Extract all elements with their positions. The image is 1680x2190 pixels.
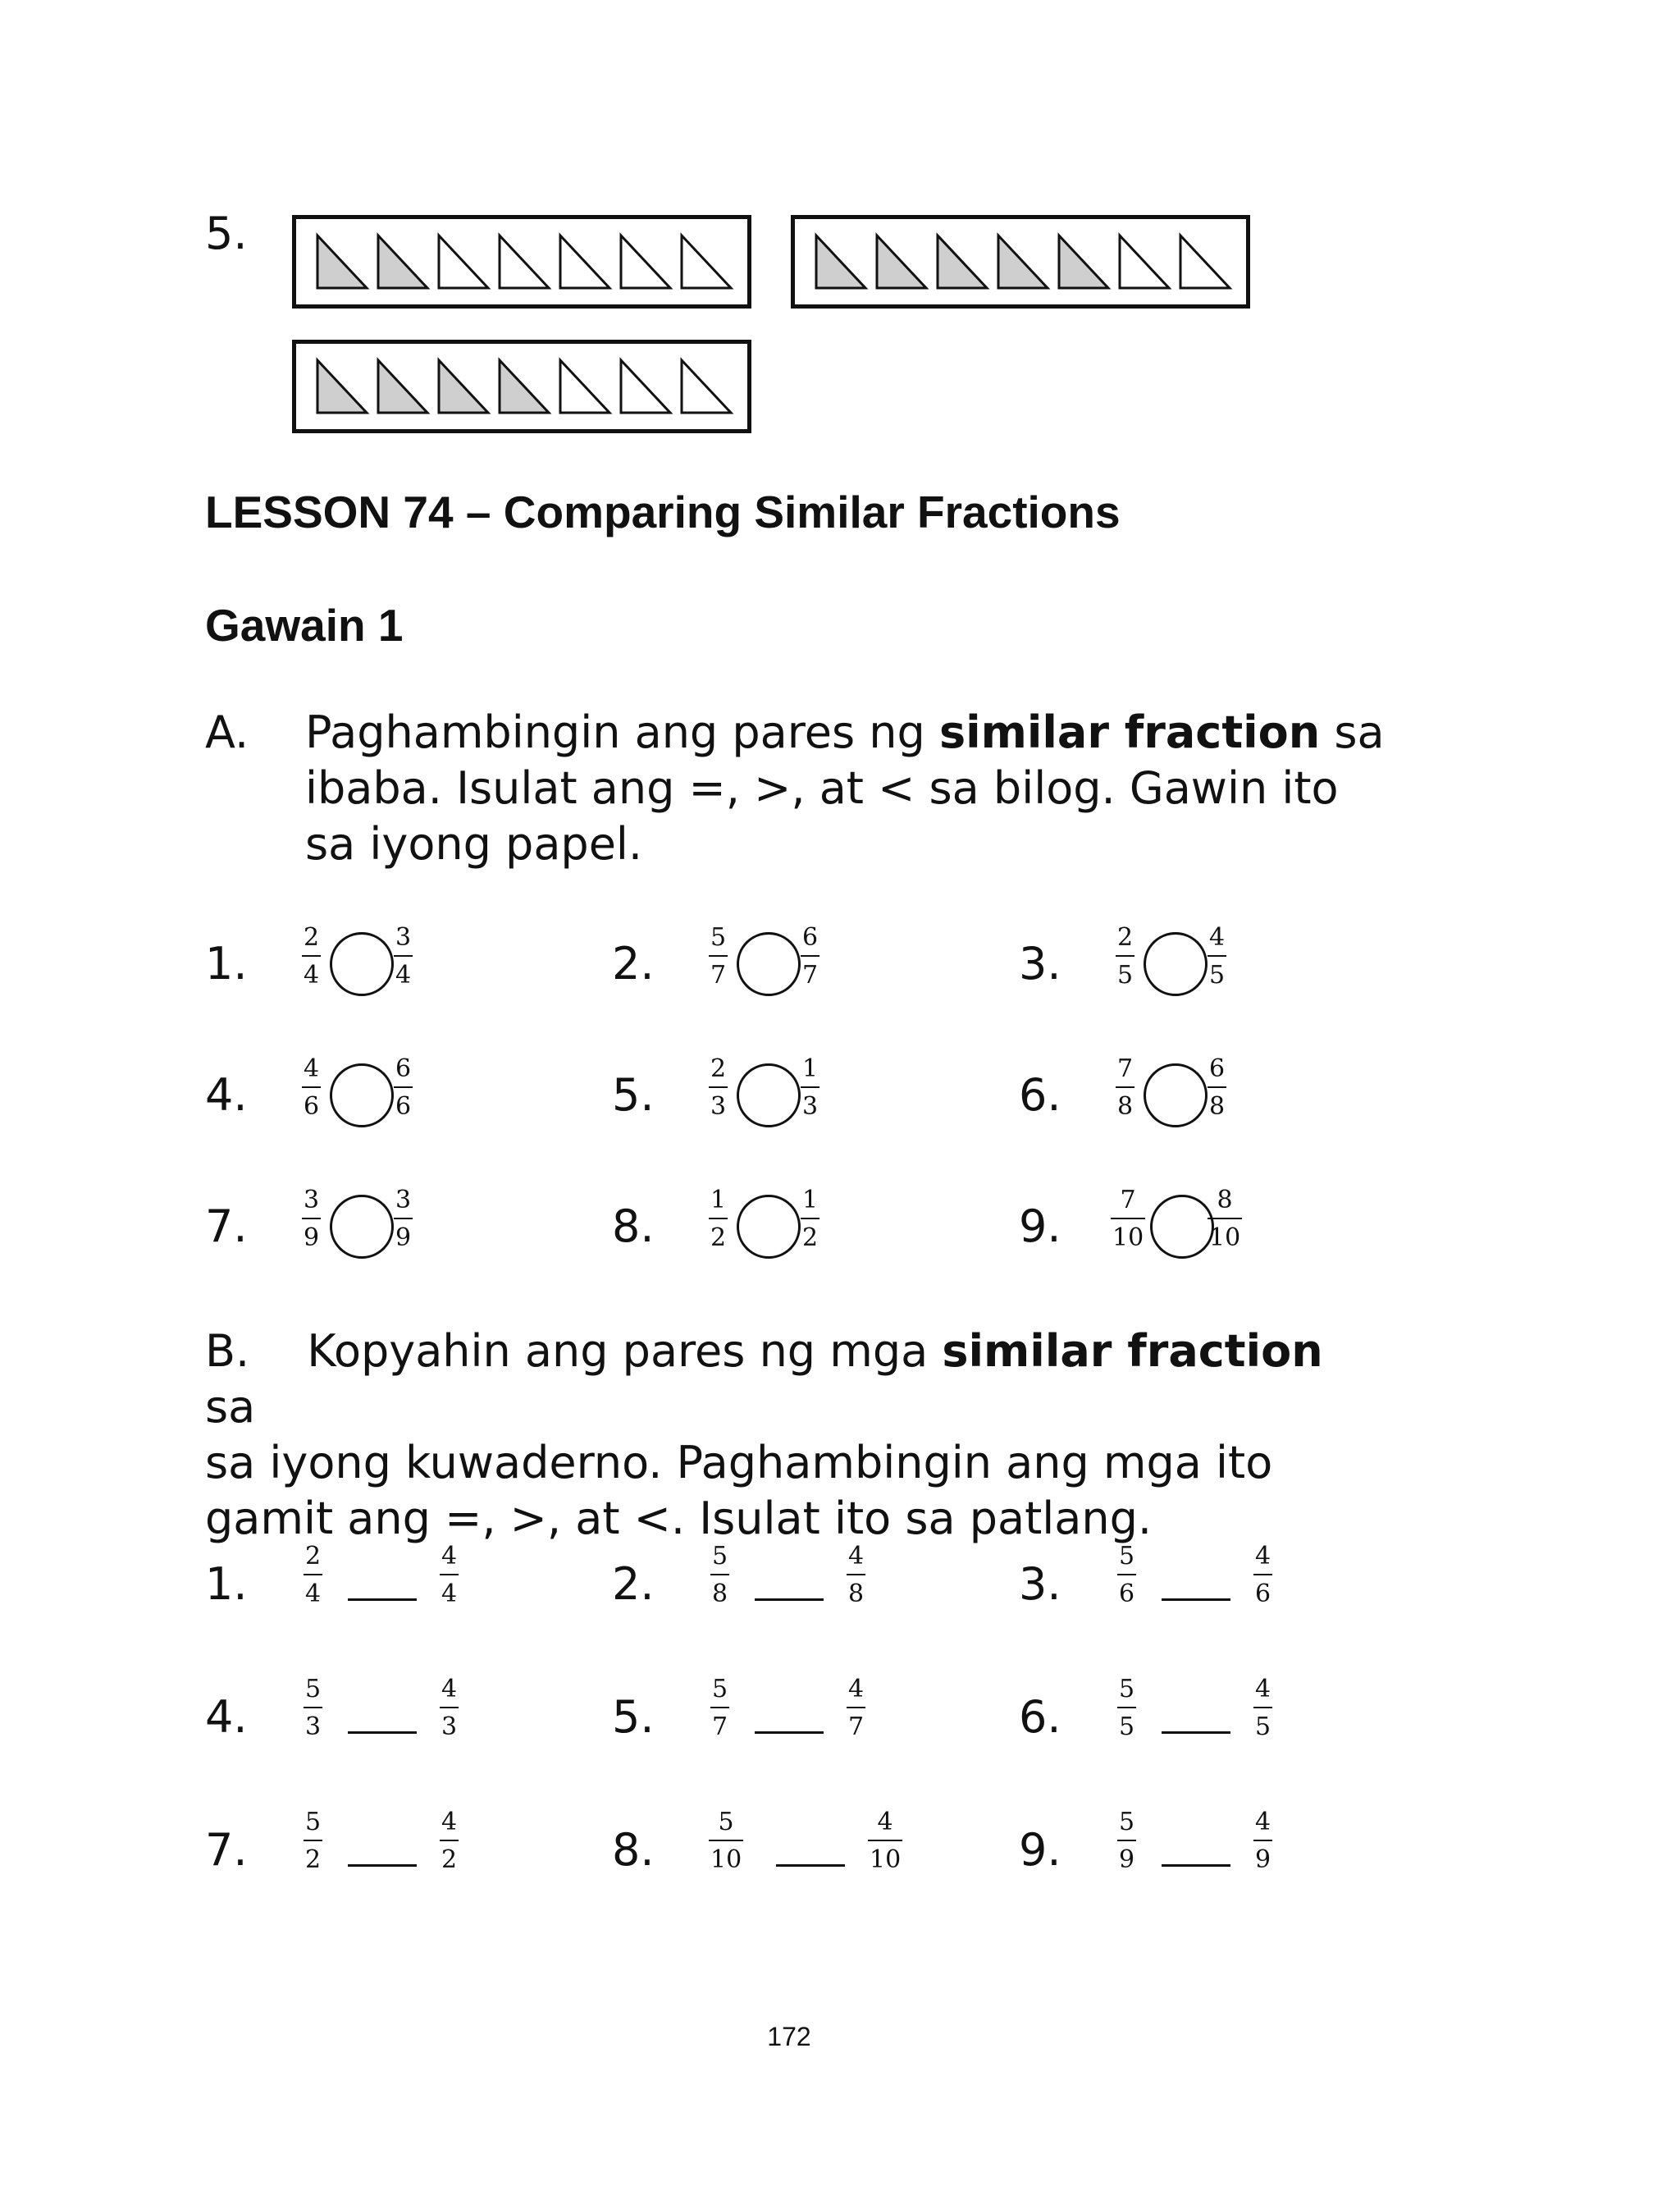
numerator: 6 — [395, 1054, 412, 1083]
numerator: 3 — [395, 923, 412, 952]
fraction-bar — [440, 1574, 459, 1575]
section-a-instructions — [305, 705, 1454, 872]
fraction-bar — [394, 1218, 413, 1219]
section-a-bold-term: similar fraction — [938, 706, 1321, 758]
fraction-bar — [801, 1218, 819, 1219]
answer-blank[interactable] — [348, 1598, 417, 1601]
denominator: 8 — [848, 1580, 865, 1608]
fraction-bar — [394, 1086, 413, 1088]
fraction-bar — [710, 1574, 729, 1575]
fraction-bar — [1117, 1840, 1136, 1841]
numerator: 4 — [848, 1675, 865, 1703]
section-a-text-after: sa — [1320, 706, 1385, 758]
fraction-left — [304, 1810, 322, 1872]
item-number: 2. — [612, 938, 655, 990]
fraction-right — [1253, 1677, 1272, 1740]
fraction-right — [801, 1188, 819, 1250]
denominator: 7 — [802, 961, 819, 990]
denominator: 2 — [802, 1223, 819, 1252]
fraction-left — [1116, 923, 1134, 990]
denominator: 5 — [1117, 961, 1134, 990]
numerator: 6 — [1209, 1054, 1226, 1083]
fraction-right — [1208, 1054, 1226, 1121]
numerator: 5 — [1119, 1675, 1135, 1703]
denominator: 6 — [1119, 1580, 1135, 1608]
fraction-left — [302, 1054, 321, 1121]
numerator: 1 — [802, 1054, 819, 1083]
shaded-triangle — [378, 235, 427, 288]
denominator: 10 — [870, 1845, 902, 1874]
unshaded-triangle — [560, 235, 609, 288]
lesson-title: LESSON 74 – Comparing Similar Fractions — [205, 487, 1121, 537]
numerator: 2 — [304, 923, 320, 952]
fraction-left — [709, 1188, 728, 1250]
top-item-number: 5. — [205, 208, 248, 259]
numerator: 8 — [1217, 1186, 1233, 1214]
fraction-right — [1253, 1810, 1272, 1872]
denominator: 4 — [395, 961, 412, 990]
fraction-bar — [1208, 1086, 1226, 1088]
item-number: 9. — [1019, 1200, 1061, 1252]
triangle-set-3 — [296, 344, 747, 429]
numerator: 7 — [1120, 1186, 1136, 1214]
fraction-right — [801, 923, 819, 990]
denominator: 2 — [441, 1845, 458, 1874]
fraction-left — [1117, 1677, 1136, 1740]
denominator: 10 — [710, 1845, 742, 1874]
fraction-bar — [847, 1707, 865, 1708]
answer-circle[interactable] — [330, 932, 394, 996]
numerator: 5 — [712, 1542, 728, 1570]
item-number: 1. — [205, 1558, 248, 1610]
fraction-right — [394, 1188, 413, 1250]
numerator: 7 — [1117, 1054, 1134, 1083]
denominator: 9 — [1255, 1845, 1271, 1874]
numerator: 4 — [441, 1542, 458, 1570]
fraction-bar — [302, 1218, 321, 1219]
fraction-left — [1117, 1544, 1136, 1607]
shaded-triangle — [500, 360, 549, 413]
fraction-left — [1116, 1054, 1134, 1121]
denominator: 2 — [305, 1845, 322, 1874]
triangle-box-3 — [292, 340, 751, 433]
triangle-box-2 — [791, 215, 1250, 309]
numerator: 5 — [305, 1808, 322, 1836]
fraction-left — [304, 1544, 322, 1607]
triangle-box-1 — [292, 215, 751, 309]
section-a-line-1 — [305, 705, 1454, 761]
fraction-bar — [1253, 1707, 1272, 1708]
fraction-right — [1253, 1544, 1272, 1607]
answer-blank[interactable] — [755, 1731, 824, 1734]
item-number: 1. — [205, 938, 248, 990]
denominator: 8 — [712, 1580, 728, 1608]
numerator: 4 — [1255, 1542, 1271, 1570]
numerator: 4 — [1209, 923, 1226, 952]
fraction-bar — [1208, 955, 1226, 957]
fraction-bar — [302, 1086, 321, 1088]
denominator: 7 — [848, 1712, 865, 1741]
denominator: 6 — [304, 1092, 320, 1121]
item-number: 4. — [205, 1691, 248, 1743]
denominator: 3 — [802, 1092, 819, 1121]
item-number: 5. — [612, 1069, 655, 1121]
fraction-left — [709, 1054, 728, 1121]
denominator: 4 — [304, 961, 320, 990]
shaded-triangle — [378, 360, 427, 413]
fraction-left — [1117, 1810, 1136, 1872]
numerator: 5 — [1119, 1542, 1135, 1570]
section-a-text-before: Paghambingin ang pares ng — [305, 706, 939, 758]
denominator: 6 — [1255, 1580, 1271, 1608]
fraction-bar — [709, 1218, 728, 1219]
denominator: 3 — [305, 1712, 322, 1741]
numerator: 4 — [1255, 1675, 1271, 1703]
section-b-text-before: Kopyahin ang pares ng mga — [307, 1325, 943, 1377]
answer-circle[interactable] — [737, 1195, 801, 1259]
section-a-line-3: sa iyong papel. — [305, 818, 643, 870]
denominator: 9 — [304, 1223, 320, 1252]
fraction-bar — [304, 1574, 322, 1575]
fraction-bar — [847, 1574, 865, 1575]
fraction-right — [394, 1054, 413, 1121]
fraction-right — [440, 1810, 459, 1872]
fraction-bar — [801, 955, 819, 957]
page-number: 172 — [767, 2022, 811, 2051]
numerator: 5 — [712, 1675, 728, 1703]
denominator: 4 — [305, 1580, 322, 1608]
denominator: 3 — [710, 1092, 727, 1121]
fraction-bar — [1117, 1707, 1136, 1708]
item-number: 5. — [612, 1691, 655, 1743]
fraction-bar — [709, 955, 728, 957]
section-b-text-after: sa — [205, 1381, 256, 1433]
fraction-left — [304, 1677, 322, 1740]
fraction-left — [709, 1810, 743, 1872]
fraction-right — [1208, 1188, 1242, 1250]
triangle-set-1 — [296, 219, 747, 304]
section-a-label: A. — [205, 706, 249, 758]
numerator: 5 — [305, 1675, 322, 1703]
section-b-instructions — [205, 1324, 1370, 1547]
answer-blank[interactable] — [1162, 1864, 1230, 1867]
section-b-bold-term: similar fraction — [942, 1325, 1323, 1377]
numerator: 4 — [1255, 1808, 1271, 1836]
denominator: 5 — [1209, 961, 1226, 990]
item-number: 7. — [205, 1824, 248, 1876]
fraction-left — [302, 1188, 321, 1250]
shaded-triangle — [439, 360, 488, 413]
answer-blank[interactable] — [776, 1864, 845, 1867]
item-number: 3. — [1019, 1558, 1061, 1610]
section-b-line-2: sa iyong kuwaderno. Paghambingin ang mga ito — [205, 1437, 1273, 1488]
unshaded-triangle — [439, 235, 488, 288]
answer-circle[interactable] — [1144, 932, 1208, 996]
fraction-bar — [440, 1840, 459, 1841]
shaded-triangle — [938, 235, 987, 288]
item-number: 6. — [1019, 1691, 1061, 1743]
denominator: 8 — [1117, 1092, 1134, 1121]
fraction-left — [302, 923, 321, 990]
unshaded-triangle — [560, 360, 609, 413]
answer-circle[interactable] — [737, 932, 801, 996]
item-number: 8. — [612, 1200, 655, 1252]
numerator: 4 — [877, 1808, 893, 1836]
denominator: 8 — [1209, 1092, 1226, 1121]
fraction-right — [440, 1677, 459, 1740]
fraction-bar — [868, 1840, 902, 1841]
numerator: 3 — [395, 1186, 412, 1214]
numerator: 5 — [710, 923, 727, 952]
fraction-right — [1208, 923, 1226, 990]
answer-blank[interactable] — [1162, 1598, 1230, 1601]
item-number: 9. — [1019, 1824, 1061, 1876]
item-number: 8. — [612, 1824, 655, 1876]
numerator: 2 — [305, 1542, 322, 1570]
fraction-bar — [1253, 1840, 1272, 1841]
unshaded-triangle — [682, 235, 731, 288]
answer-blank[interactable] — [348, 1864, 417, 1867]
fraction-right — [868, 1810, 902, 1872]
numerator: 1 — [802, 1186, 819, 1214]
denominator: 5 — [1119, 1712, 1135, 1741]
item-number: 2. — [612, 1558, 655, 1610]
numerator: 1 — [710, 1186, 727, 1214]
fraction-bar — [1116, 955, 1134, 957]
denominator: 9 — [395, 1223, 412, 1252]
denominator: 2 — [710, 1223, 727, 1252]
fraction-left — [709, 923, 728, 990]
numerator: 3 — [304, 1186, 320, 1214]
unshaded-triangle — [682, 360, 731, 413]
numerator: 4 — [848, 1542, 865, 1570]
numerator: 6 — [802, 923, 819, 952]
denominator: 10 — [1209, 1223, 1241, 1252]
fraction-left — [710, 1544, 729, 1607]
answer-circle[interactable] — [330, 1063, 394, 1127]
fraction-bar — [709, 1840, 743, 1841]
shaded-triangle — [877, 235, 926, 288]
fraction-right — [440, 1544, 459, 1607]
answer-blank[interactable] — [348, 1731, 417, 1734]
denominator: 6 — [395, 1092, 412, 1121]
shaded-triangle — [816, 235, 865, 288]
denominator: 10 — [1112, 1223, 1144, 1252]
numerator: 4 — [441, 1808, 458, 1836]
section-a-line-2: ibaba. Isulat ang =, >, at < sa bilog. Gawin ito — [305, 762, 1339, 814]
item-number: 4. — [205, 1069, 248, 1121]
answer-blank[interactable] — [755, 1598, 824, 1601]
fraction-bar — [709, 1086, 728, 1088]
fraction-bar — [801, 1086, 819, 1088]
unshaded-triangle — [621, 360, 670, 413]
fraction-bar — [1116, 1086, 1134, 1088]
section-b-line-3: gamit ang =, >, at <. Isulat ito sa patlang. — [205, 1493, 1153, 1544]
fraction-left — [1111, 1188, 1145, 1250]
answer-circle[interactable] — [1144, 1063, 1208, 1127]
item-number: 7. — [205, 1200, 248, 1252]
fraction-left — [710, 1677, 729, 1740]
fraction-right — [394, 923, 413, 990]
fraction-bar — [1117, 1574, 1136, 1575]
fraction-right — [847, 1544, 865, 1607]
item-number: 6. — [1019, 1069, 1061, 1121]
fraction-right — [801, 1054, 819, 1121]
fraction-bar — [302, 955, 321, 957]
unshaded-triangle — [621, 235, 670, 288]
fraction-bar — [304, 1707, 322, 1708]
answer-blank[interactable] — [1162, 1731, 1230, 1734]
denominator: 7 — [710, 961, 727, 990]
numerator: 4 — [304, 1054, 320, 1083]
shaded-triangle — [317, 235, 367, 288]
unshaded-triangle — [500, 235, 549, 288]
fraction-bar — [710, 1707, 729, 1708]
numerator: 5 — [1119, 1808, 1135, 1836]
activity-title: Gawain 1 — [205, 600, 404, 651]
fraction-bar — [440, 1707, 459, 1708]
numerator: 2 — [710, 1054, 727, 1083]
denominator: 5 — [1255, 1712, 1271, 1741]
fraction-bar — [1111, 1218, 1145, 1219]
numerator: 4 — [441, 1675, 458, 1703]
answer-circle[interactable] — [330, 1195, 394, 1259]
shaded-triangle — [1059, 235, 1108, 288]
item-number: 3. — [1019, 938, 1061, 990]
fraction-right — [847, 1677, 865, 1740]
denominator: 4 — [441, 1580, 458, 1608]
triangle-set-2 — [795, 219, 1246, 304]
section-b-label: B. — [205, 1325, 250, 1377]
numerator: 2 — [1117, 923, 1134, 952]
fraction-bar — [1253, 1574, 1272, 1575]
fraction-bar — [1208, 1218, 1242, 1219]
denominator: 9 — [1119, 1845, 1135, 1874]
denominator: 3 — [441, 1712, 458, 1741]
answer-circle[interactable] — [1150, 1195, 1214, 1259]
unshaded-triangle — [1180, 235, 1230, 288]
denominator: 7 — [712, 1712, 728, 1741]
fraction-bar — [304, 1840, 322, 1841]
unshaded-triangle — [1120, 235, 1169, 288]
section-b-line-1 — [205, 1324, 1370, 1435]
shaded-triangle — [317, 360, 367, 413]
fraction-bar — [394, 955, 413, 957]
numerator: 5 — [718, 1808, 734, 1836]
shaded-triangle — [998, 235, 1048, 288]
answer-circle[interactable] — [737, 1063, 801, 1127]
